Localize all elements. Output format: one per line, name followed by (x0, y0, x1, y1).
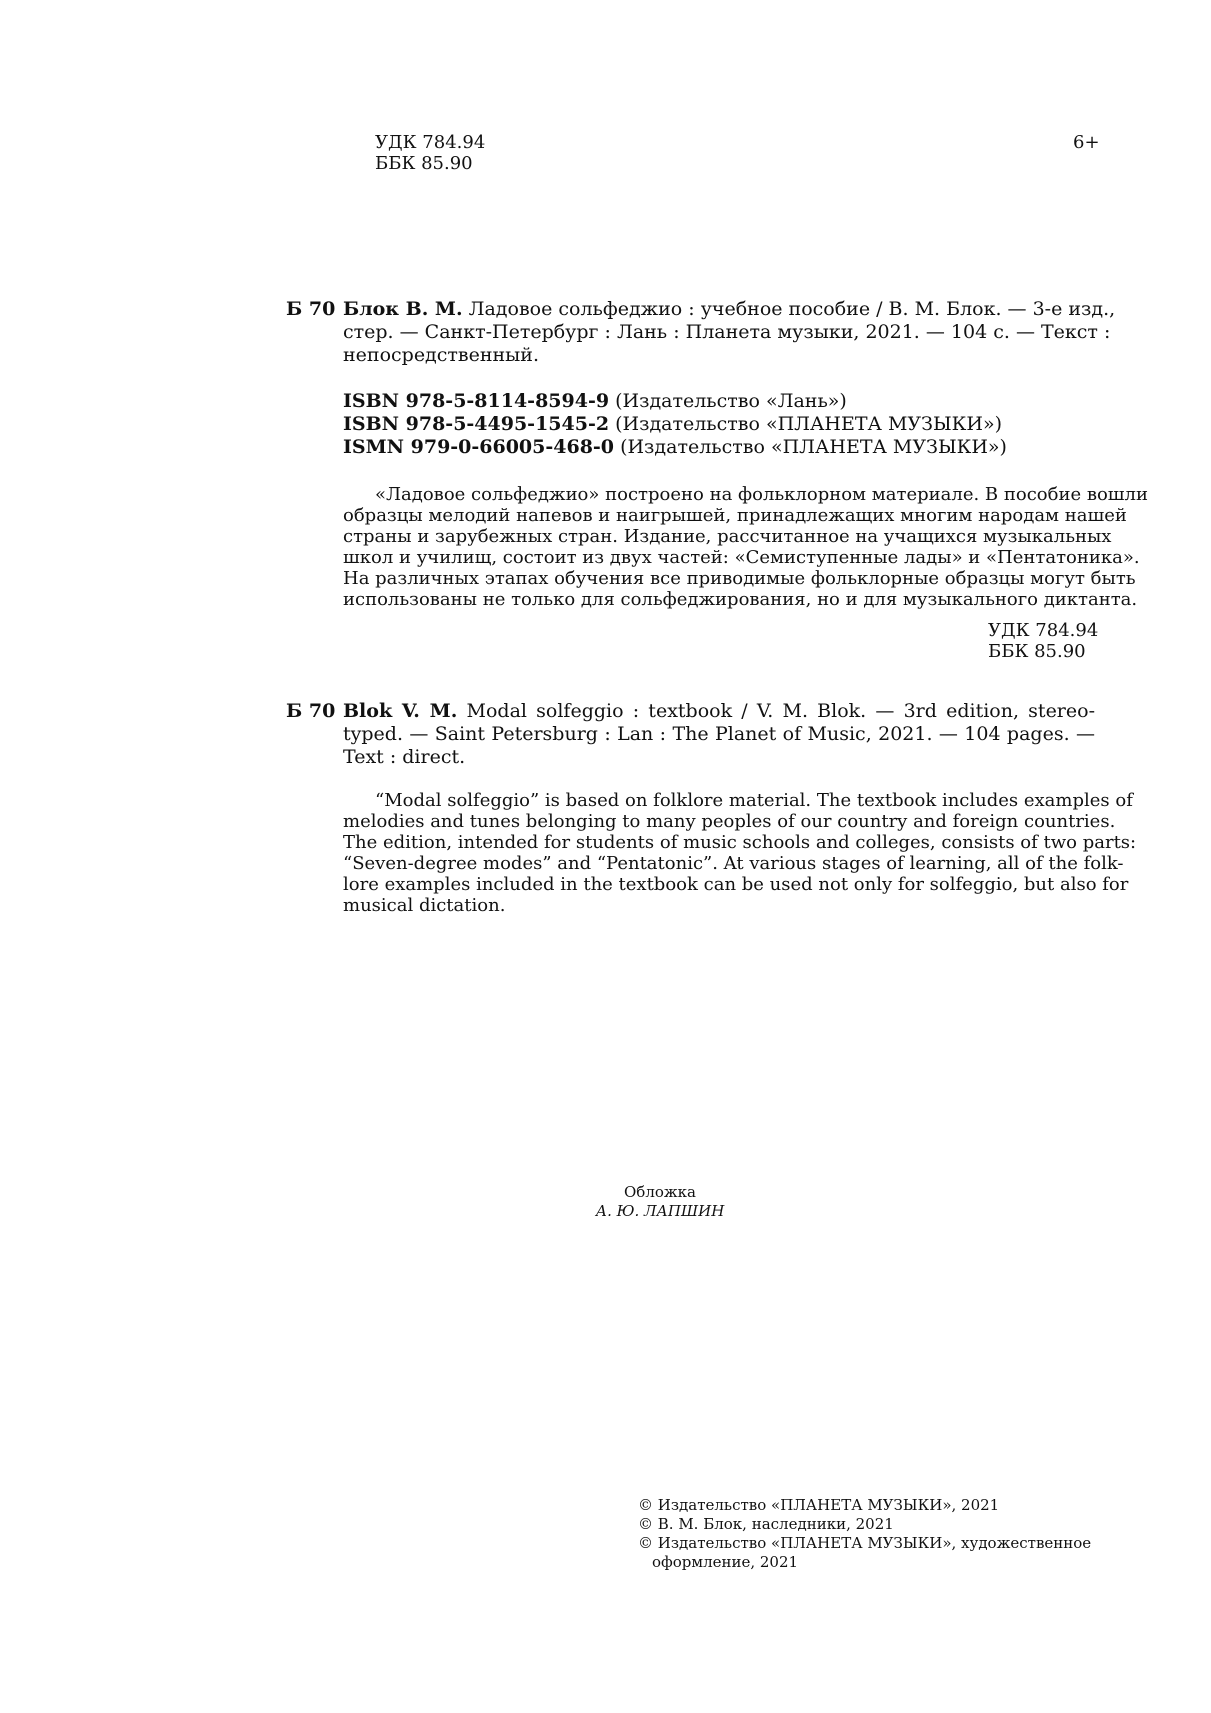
copyright-line: © В. М. Блок, наследники, 2021 (638, 1515, 894, 1533)
identifier-isbn-planeta: ISBN 978-5-4495-1545-2 (Издательство «ПЛАНЕТА МУЗЫКИ») (343, 413, 1002, 435)
en-abstract-line: “Modal solfeggio” is based on folklore material. The textbook includes examples of (375, 790, 1133, 811)
ru-entry-code: Б 70 (286, 298, 336, 320)
header-udk: УДК 784.94 (375, 132, 486, 153)
cover-artist: А. Ю. ЛАПШИН (595, 1202, 725, 1220)
en-record-line-1: Blok V. M. Modal solfeggio : textbook / V. M. Blok. — 3rd edition, stereo- (343, 700, 1095, 722)
en-entry-code: Б 70 (286, 700, 336, 722)
identifier-ismn-planeta: ISMN 979-0-66005-468-0 (Издательство «ПЛАНЕТА МУЗЫКИ») (343, 436, 1007, 458)
en-abstract-line: lore examples included in the textbook can be used not only for solfeggio, but also for (343, 874, 1129, 895)
ru-record-line-2: стер. — Санкт-Петербург : Лань : Планета музыки, 2021. — 104 с. — Текст : (343, 321, 1111, 343)
en-abstract-line: melodies and tunes belonging to many peoples of our country and foreign countries. (343, 811, 1116, 832)
ru-abstract (343, 484, 1148, 610)
identifier-isbn-lan: ISBN 978-5-8114-8594-9 (Издательство «Лань») (343, 390, 847, 412)
header-classification (375, 132, 485, 174)
ru-entry-classification (988, 620, 1098, 662)
en-abstract-line: The edition, intended for students of music schools and colleges, consists of two parts: (343, 832, 1137, 853)
ru-abstract-line: школ и училищ, состоит из двух частей: «Семиступенные лады» и «Пентатоника». (343, 547, 1140, 568)
en-record-line-2: typed. — Saint Petersburg : Lan : The Planet of Music, 2021. — 104 pages. — (343, 723, 1095, 745)
ru-abstract-line: страны и зарубежных стран. Издание, рассчитанное на учащихся музыкальных (343, 526, 1112, 547)
ru-abstract-line: использованы не только для сольфеджирования, но и для музыкального диктанта. (343, 589, 1138, 610)
en-record-line-3: Text : direct. (343, 746, 466, 768)
copyright-line: © Издательство «ПЛАНЕТА МУЗЫКИ», художественное (638, 1534, 1092, 1552)
age-rating: 6+ (1073, 132, 1100, 153)
copyright-line: оформление, 2021 (652, 1553, 799, 1571)
ru-abstract-line: На различных этапах обучения все приводимые фольклорные образцы могут быть (343, 568, 1136, 589)
en-abstract (343, 790, 1137, 916)
ru-abstract-line: образцы мелодий напевов и наигрышей, принадлежащих многим народам нашей (343, 505, 1127, 526)
ru-abstract-line: «Ладовое сольфеджио» построено на фольклорном материале. В пособие вошли (375, 484, 1148, 505)
identifiers-list (343, 390, 1007, 459)
cover-label: Обложка (623, 1183, 696, 1201)
ru-record-line-1: Блок В. М. Ладовое сольфеджио : учебное пособие / В. М. Блок. — 3-е изд., (343, 298, 1116, 320)
en-abstract-line: musical dictation. (343, 895, 506, 916)
ru-bibliographic-record (343, 298, 1116, 367)
header-bbk: ББК 85.90 (375, 153, 473, 174)
ru-record-line-3: непосредственный. (343, 344, 540, 366)
ru-entry-udk: УДК 784.94 (988, 620, 1099, 641)
en-bibliographic-record (343, 700, 1095, 769)
en-abstract-line: “Seven-degree modes” and “Pentatonic”. At various stages of learning, all of the folk- (343, 853, 1124, 874)
cover-credit (560, 1183, 760, 1221)
copyright-line: © Издательство «ПЛАНЕТА МУЗЫКИ», 2021 (638, 1496, 1000, 1514)
ru-entry-bbk: ББК 85.90 (988, 641, 1086, 662)
copyright-block (638, 1496, 1091, 1572)
